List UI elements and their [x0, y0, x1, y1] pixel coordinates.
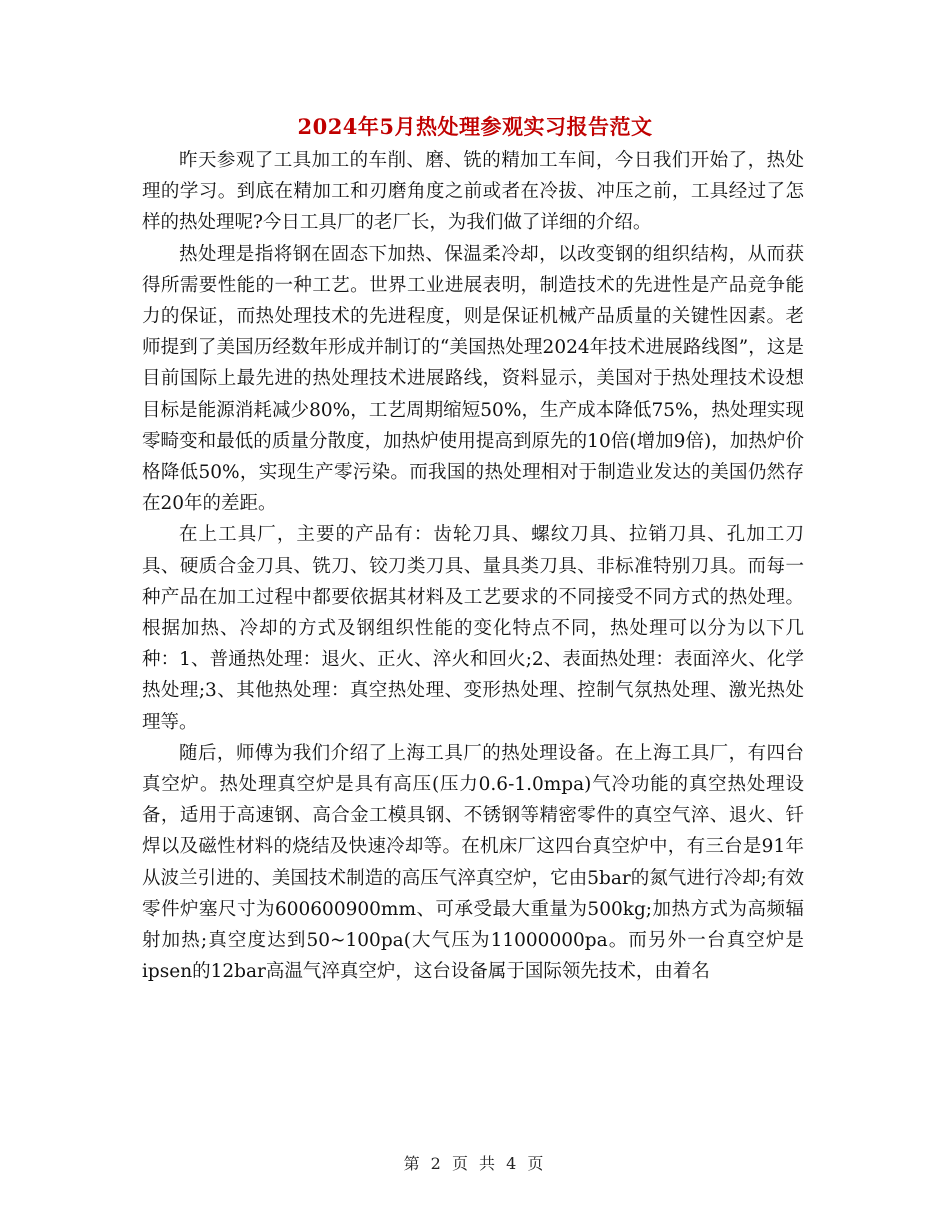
paragraph-heat-treatment-definition: 热处理是指将钢在固态下加热、保温柔冷却，以改变钢的组织结构，从而获得所需要性能的一种工艺。世界工业进展表明，制造技术的先进性是产品竞争能力的保证，而热处理技术的先进程度，则是保证机械产品质量的关键性因素。老师提到了美国历经数年形成并制订的“美国热处理2024年技术进展路线图”，这是目前国际上最先进的热处理技术进展路线，资料显示，美国对于热处理技术设想目标是能源消耗减少80%，工艺周期缩短50%，生产成本降低75%，热处理实现零畸变和最低的质量分散度，加热炉使用提高到原先的10倍(增加9倍)，加热炉价格降低50%，实现生产零污染。而我国的热处理相对于制造业发达的美国仍然存在20年的差距。 — [142, 243, 804, 515]
paragraph-products: 在上工具厂，主要的产品有：齿轮刀具、螺纹刀具、拉销刀具、孔加工刀具、硬质合金刀具、铣刀、铰刀类刀具、量具类刀具、非标准特别刀具。而每一种产品在加工过程中都要依据其材料及工艺要求的不同接受不同方式的热处理。根据加热、冷却的方式及钢组织性能的变化特点不同，热处理可以分为以下几种：1、普通热处理：退火、正火、淬火和回火;2、表面热处理：表面淬火、化学热处理;3、其他热处理：真空热处理、变形热处理、控制气氛热处理、激光热处理等。 — [142, 524, 804, 733]
paragraph-intro: 昨天参观了工具加工的车削、磨、铣的精加工车间，今日我们开始了，热处理的学习。到底在精加工和刃磨角度之前或者在冷拔、冲压之前，工具经过了怎样的热处理呢?今日工具厂的老厂长，为我们做了详细的介绍。 — [142, 150, 804, 234]
document-body — [142, 145, 804, 987]
document-title: 2024年5月热处理参观实习报告范文 — [297, 114, 653, 139]
page-number-footer: 第 2 页 共 4 页 — [403, 1154, 547, 1173]
paragraph-equipment: 随后，师傅为我们介绍了上海工具厂的热处理设备。在上海工具厂，有四台真空炉。热处理真空炉是具有高压(压力0.6-1.0mpa)气冷功能的真空热处理设备，适用于高速钢、高合金工模具钢、不锈钢等精密零件的真空气淬、退火、钎焊以及磁性材料的烧结及快速冷却等。在机床厂这四台真空炉中，有三台是91年从波兰引进的、美国技术制造的高压气淬真空炉，它由5bar的氮气进行冷却;有效零件炉塞尺寸为600600900mm、可承受最大重量为500kg;加热方式为高频辐射加热;真空度达到50~100pa(大气压为11000000pa。而另外一台真空炉是ipsen的12bar高温气淬真空炉，这台设备属于国际领先技术，由着名 — [142, 742, 804, 983]
